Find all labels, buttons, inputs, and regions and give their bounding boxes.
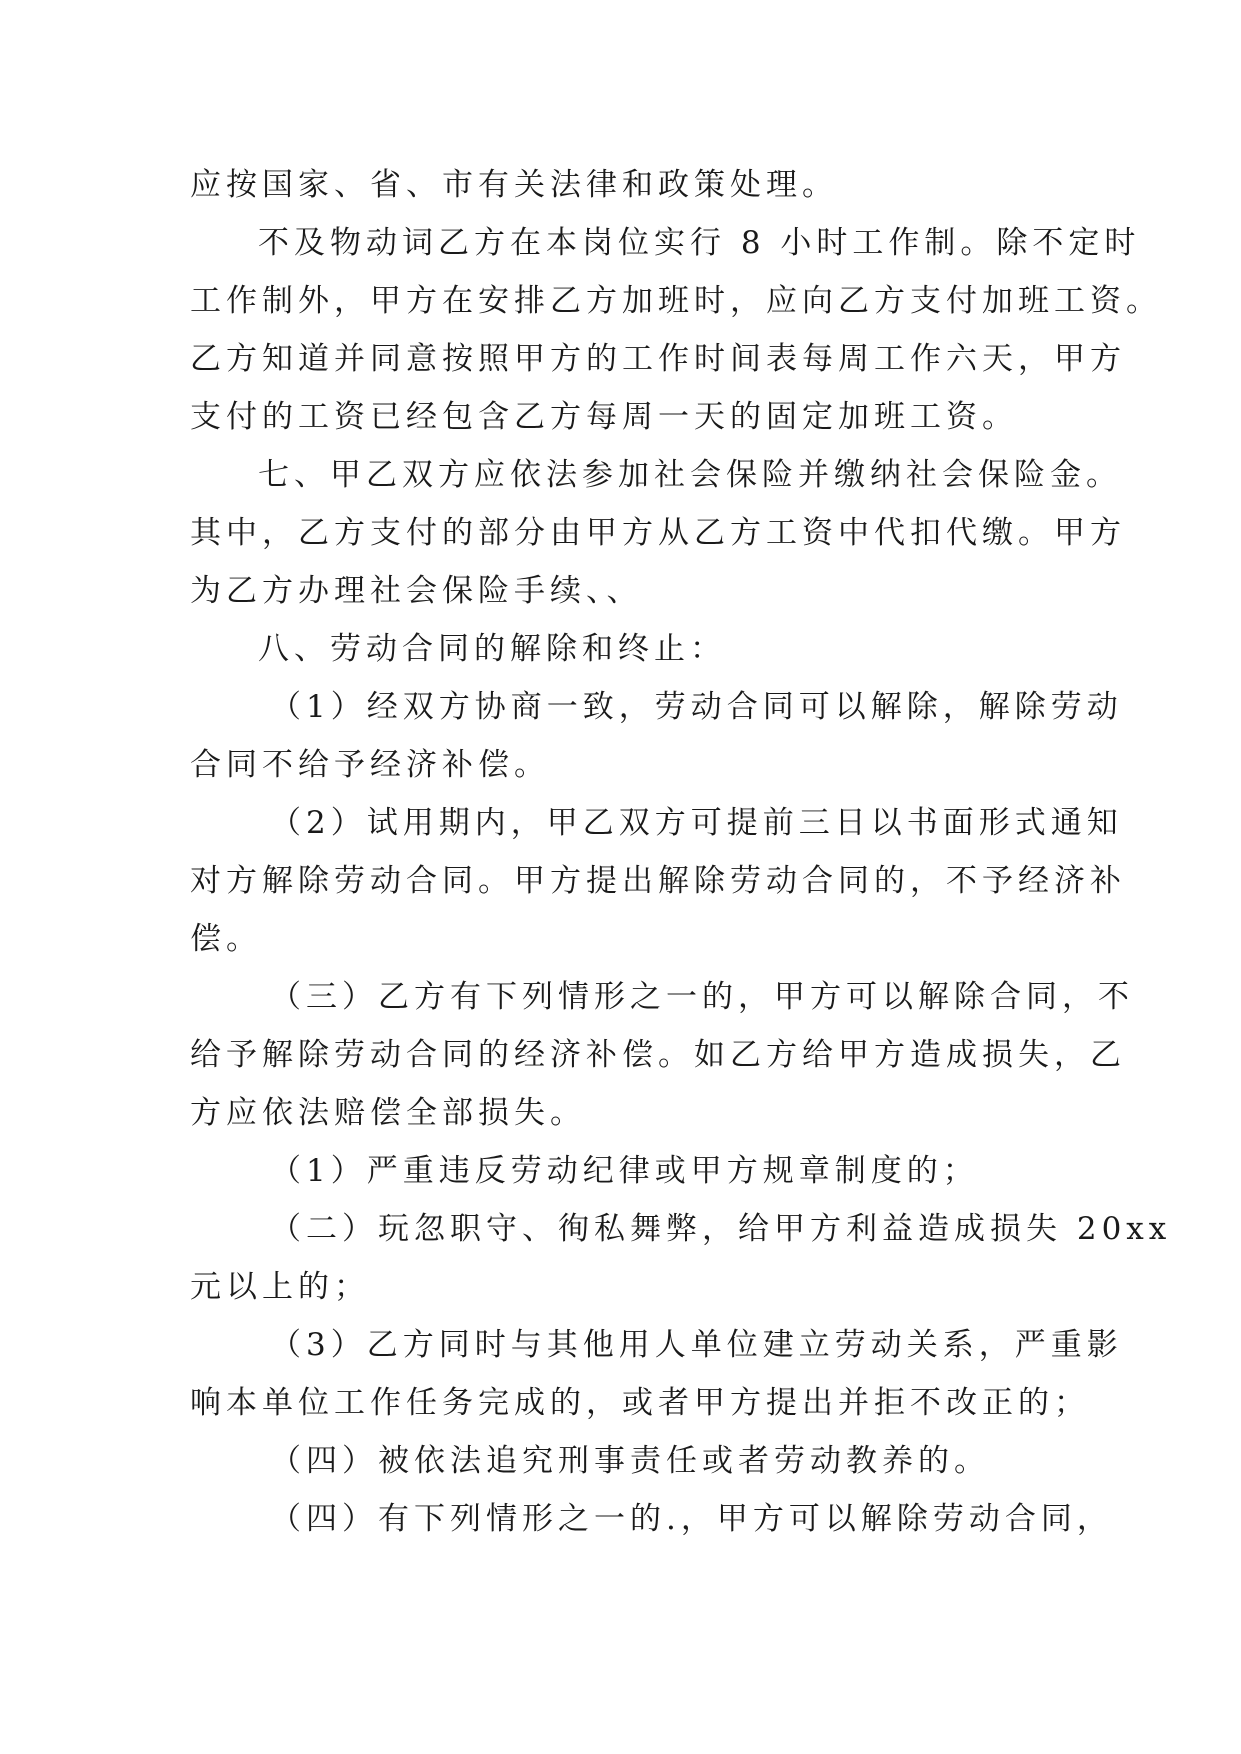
text-line: （1）严重违反劳动纪律或甲方规章制度的； — [270, 1153, 979, 1189]
text-line: （四）被依法追究刑事责任或者劳动教养的。 — [270, 1443, 990, 1479]
text-line: （1）经双方协商一致，劳动合同可以解除，解除劳动 — [270, 689, 1123, 725]
document-body — [190, 156, 1172, 1548]
text-line: 工作制外，甲方在安排乙方加班时，应向乙方支付加班工资。 — [190, 283, 1162, 319]
text-line: 合同不给予经济补偿。 — [190, 747, 550, 783]
text-line: 乙方知道并同意按照甲方的工作时间表每周工作六天，甲方 — [190, 341, 1126, 377]
text-line: 支付的工资已经包含乙方每周一天的固定加班工资。 — [190, 399, 1018, 435]
text-line: 元以上的； — [190, 1269, 370, 1305]
text-line: 响本单位工作任务完成的，或者甲方提出并拒不改正的； — [190, 1385, 1090, 1421]
text-line: （二）玩忽职守、徇私舞弊，给甲方利益造成损失 20xx — [270, 1211, 1172, 1247]
text-line: 偿。 — [190, 921, 262, 957]
text-line: 七、甲乙双方应依法参加社会保险并缴纳社会保险金。 — [258, 457, 1122, 493]
text-line: （四）有下列情形之一的.，甲方可以解除劳动合同， — [270, 1501, 1113, 1537]
text-line: 给予解除劳动合同的经济补偿。如乙方给甲方造成损失，乙 — [190, 1037, 1126, 1073]
text-line: 八、劳动合同的解除和终止： — [258, 631, 726, 667]
text-line: （三）乙方有下列情形之一的，甲方可以解除合同，不 — [270, 979, 1134, 1015]
text-line: （3）乙方同时与其他用人单位建立劳动关系，严重影 — [270, 1327, 1123, 1363]
text-line: 方应依法赔偿全部损失。 — [190, 1095, 586, 1131]
text-line: 为乙方办理社会保险手续、、 — [190, 573, 643, 609]
text-line: （2）试用期内，甲乙双方可提前三日以书面形式通知 — [270, 805, 1123, 841]
text-line: 不及物动词乙方在本岗位实行 8 小时工作制。除不定时 — [258, 225, 1141, 261]
text-line: 对方解除劳动合同。甲方提出解除劳动合同的，不予经济补 — [190, 863, 1126, 899]
text-line: 其中，乙方支付的部分由甲方从乙方工资中代扣代缴。甲方 — [190, 515, 1126, 551]
text-line: 应按国家、省、市有关法律和政策处理。 — [190, 167, 838, 203]
